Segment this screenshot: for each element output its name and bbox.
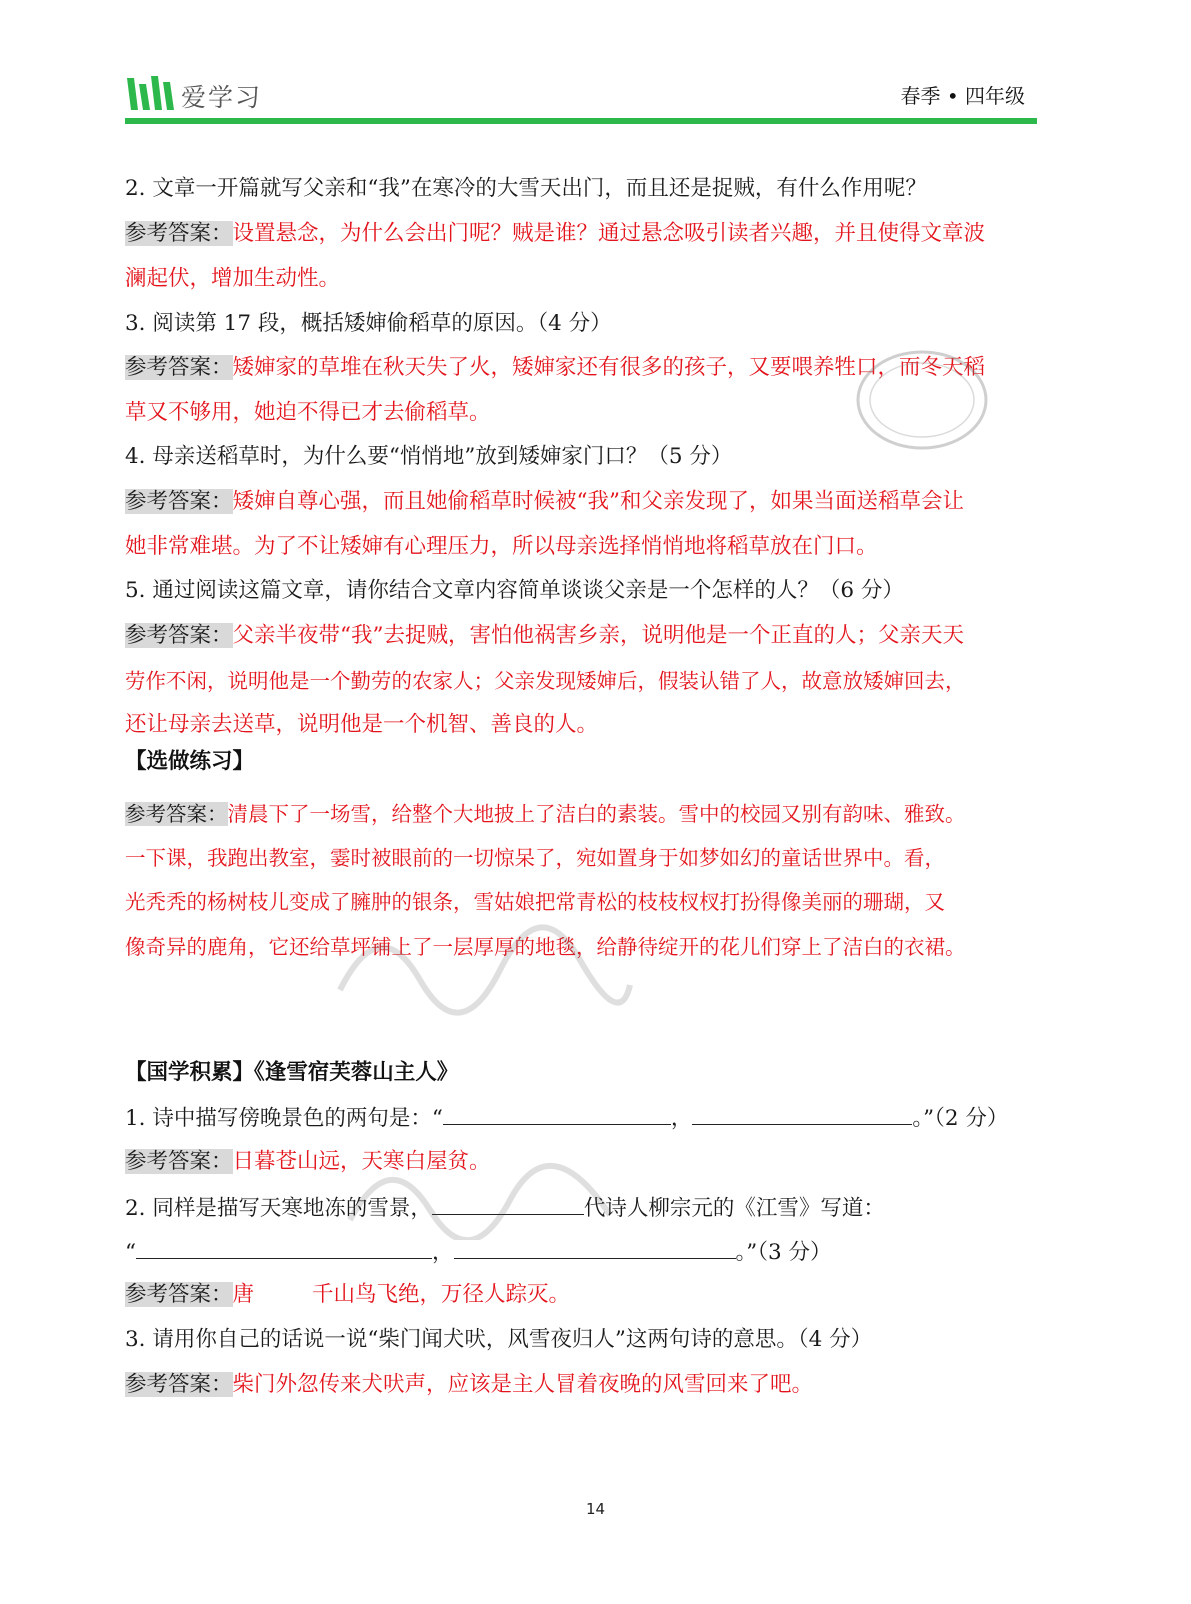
page-header xyxy=(125,66,1037,126)
answer-text-dynasty: 唐 xyxy=(232,1282,255,1307)
answer-text: 矮婶家的草堆在秋天失了火，矮婶家还有很多的孩子，又要喂养牲口，而冬天稻 xyxy=(232,355,986,380)
guoxue-question-2-line-2 xyxy=(125,1236,832,1268)
answer-text: 设置悬念，为什么会出门呢？贼是谁？通过悬念吸引读者兴趣，并且使得文章波 xyxy=(232,221,986,246)
guoxue-q2-prefix: 2. 同样是描写天寒地冻的雪景， xyxy=(125,1196,432,1221)
question-4: 4. 母亲送稻草时，为什么要“悄悄地”放到矮婶家门口？（5 分） xyxy=(125,444,733,469)
answer-3-line-2: 草又不够用，她迫不得已才去偷稻草。 xyxy=(125,400,491,425)
guoxue-answer-2 xyxy=(125,1280,570,1310)
guoxue-q2-mid: 代诗人柳宗元的《江雪》写道： xyxy=(583,1196,885,1221)
answer-label: 参考答案： xyxy=(125,802,228,826)
watermark-icon xyxy=(340,1130,620,1240)
answer-text: 清晨下了一场雪，给整个大地披上了洁白的素装。雪中的校园又别有韵味、雅致。 xyxy=(227,802,966,826)
answer-label: 参考答案： xyxy=(125,1282,233,1307)
brand-name: 爱学习 xyxy=(181,83,263,112)
optional-answer-line-2: 一下课，我跑出教室，霎时被眼前的一切惊呆了，宛如置身于如梦如幻的童话世界中。看， xyxy=(125,846,945,870)
answer-5-line-2: 劳作不闲，说明他是一个勤劳的农家人；父亲发现矮婶后，假装认错了人，故意放矮婶回去， xyxy=(125,669,966,693)
answer-label: 参考答案： xyxy=(125,1372,233,1397)
question-3: 3. 阅读第 17 段，概括矮婶偷稻草的原因。（4 分） xyxy=(125,311,612,336)
answer-label: 参考答案： xyxy=(125,355,233,380)
answer-blank[interactable] xyxy=(692,1102,912,1125)
page-number: 14 xyxy=(585,1500,606,1518)
guoxue-answer-3 xyxy=(125,1370,813,1400)
answer-5-line-1 xyxy=(125,621,964,651)
answer-label: 参考答案： xyxy=(125,221,233,246)
answer-label: 参考答案： xyxy=(125,489,233,514)
guoxue-q2-suffix: 。”（3 分） xyxy=(735,1240,832,1265)
answer-text: 矮婶自尊心强，而且她偷稻草时候被“我”和父亲发现了，如果当面送稻草会让 xyxy=(232,489,965,514)
guoxue-q1-sep: ， xyxy=(670,1106,693,1131)
answer-4-line-1 xyxy=(125,487,964,517)
season-grade-label: 春季 • 四年级 xyxy=(900,84,1025,108)
guoxue-q1-suffix: 。”（2 分） xyxy=(912,1106,1009,1131)
answer-label: 参考答案： xyxy=(125,1149,233,1174)
answer-4-line-2: 她非常难堪。为了不让矮婶有心理压力，所以母亲选择悄悄地将稻草放在门口。 xyxy=(125,534,878,559)
brand-logo-icon xyxy=(125,70,185,114)
answer-text: 父亲半夜带“我”去捉贼，害怕他祸害乡亲，说明他是一个正直的人；父亲天天 xyxy=(232,623,965,648)
watermark-icon xyxy=(320,890,640,1020)
answer-2-line-2: 澜起伏，增加生动性。 xyxy=(125,266,341,291)
answer-label: 参考答案： xyxy=(125,623,233,648)
answer-text: 柴门外忽传来犬吠声，应该是主人冒着夜晚的风雪回来了吧。 xyxy=(232,1372,814,1397)
question-2: 2. 文章一开篇就写父亲和“我”在寒冷的大雪天出门，而且还是捉贼，有什么作用呢？ xyxy=(125,176,927,201)
question-5: 5. 通过阅读这篇文章，请你结合文章内容简单谈谈父亲是一个怎样的人？（6 分） xyxy=(125,578,904,603)
guoxue-q2-sep: ， xyxy=(432,1240,454,1265)
answer-text-verse: 千山鸟飞绝，万径人踪灭。 xyxy=(312,1282,571,1307)
answer-2-line-1 xyxy=(125,219,985,249)
answer-blank[interactable] xyxy=(443,1102,671,1125)
section-heading-guoxue: 【国学积累】《逢雪宿芙蓉山主人》 xyxy=(125,1060,459,1085)
optional-answer-line-4: 像奇异的鹿角，它还给草坪铺上了一层厚厚的地毯，给静待绽开的花儿们穿上了洁白的衣裙。 xyxy=(125,935,966,959)
header-divider xyxy=(125,118,1037,124)
guoxue-q1-prefix: 1. 诗中描写傍晚景色的两句是：“ xyxy=(125,1106,443,1131)
guoxue-q2-open-quote: “ xyxy=(125,1240,136,1265)
guoxue-question-3: 3. 请用你自己的话说一说“柴门闻犬吠，风雪夜归人”这两句诗的意思。（4 分） xyxy=(125,1327,873,1352)
optional-answer-line-1 xyxy=(125,799,966,829)
answer-5-line-3: 还让母亲去送草，说明他是一个机智、善良的人。 xyxy=(125,712,599,737)
stamp-watermark-icon xyxy=(852,345,992,455)
optional-answer-line-3: 光秃秃的杨树枝儿变成了臃肿的银条，雪姑娘把常青松的枝枝杈杈打扮得像美丽的珊瑚，又 xyxy=(125,890,945,914)
section-heading-optional: 【选做练习】 xyxy=(125,749,255,774)
answer-text: 日暮苍山远，天寒白屋贫。 xyxy=(232,1149,491,1174)
